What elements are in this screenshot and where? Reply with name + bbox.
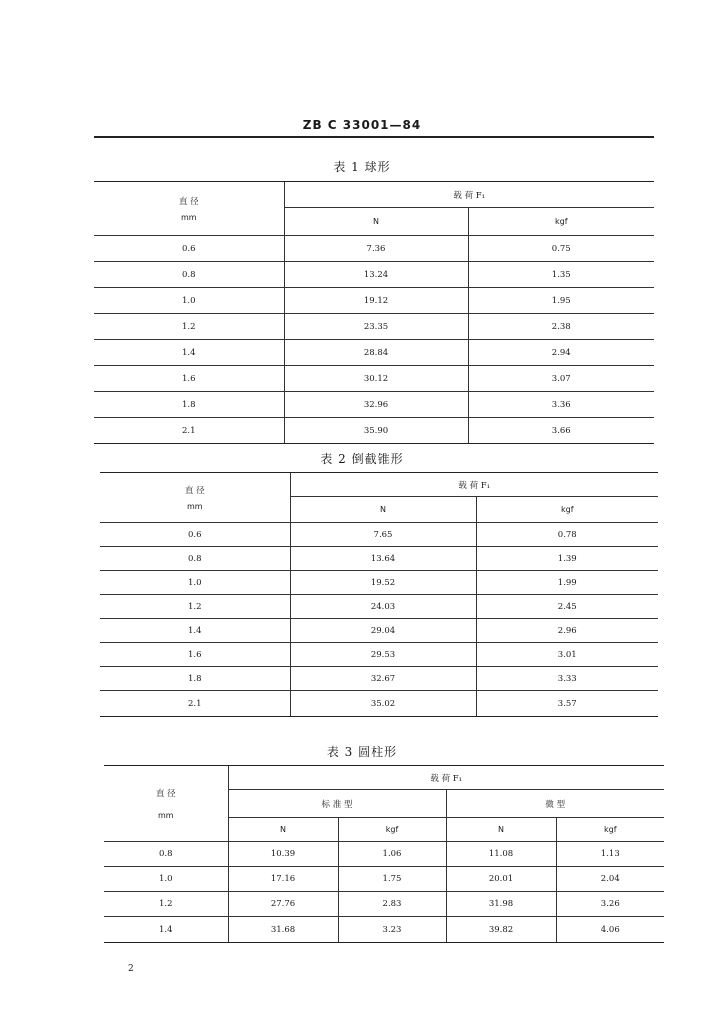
table-row	[100, 523, 658, 547]
page-number: 2	[128, 964, 134, 974]
table3-diameter-header	[104, 766, 228, 842]
table3-cell-mic-kgf: 2.04	[556, 867, 664, 892]
table1-cell-diameter: 2.1	[94, 418, 284, 444]
table2-cell-n: 24.03	[290, 595, 476, 619]
table-row	[100, 643, 658, 667]
table2-cell-diameter: 1.2	[100, 595, 290, 619]
table2-cell-n: 32.67	[290, 667, 476, 691]
table-row	[94, 366, 654, 392]
table2-diameter-label: 直 径	[184, 486, 205, 496]
table3-col-mic-n: N	[446, 818, 556, 842]
table1-cell-n: 13.24	[284, 262, 468, 288]
table1-cell-n: 30.12	[284, 366, 468, 392]
table2-cell-diameter: 1.4	[100, 619, 290, 643]
table1-col-n: N	[284, 208, 468, 236]
table2-cell-kgf: 2.45	[476, 595, 658, 619]
table3-cell-mic-kgf: 1.13	[556, 842, 664, 867]
table3-col-mic-kgf: kgf	[556, 818, 664, 842]
table3-col-std-kgf: kgf	[338, 818, 446, 842]
table-row	[100, 571, 658, 595]
table1-cell-diameter: 0.6	[94, 236, 284, 262]
table2-diameter-unit: mm	[186, 502, 203, 511]
table2-cell-n: 29.53	[290, 643, 476, 667]
table3	[104, 765, 664, 943]
table1-cell-n: 32.96	[284, 392, 468, 418]
standard-code: ZB C 33001—84	[302, 118, 422, 132]
table3-cell-mic-kgf: 4.06	[556, 917, 664, 943]
table1-cell-n: 7.36	[284, 236, 468, 262]
table-row	[100, 667, 658, 691]
table-row	[94, 418, 654, 444]
table2-cell-kgf: 3.33	[476, 667, 658, 691]
table1-caption: 表 1 球形	[333, 160, 391, 174]
table1-cell-diameter: 1.8	[94, 392, 284, 418]
table3-cell-mic-n: 20.01	[446, 867, 556, 892]
table2-cell-kgf: 1.99	[476, 571, 658, 595]
table-row	[100, 595, 658, 619]
table1-diameter-unit: mm	[180, 213, 197, 222]
table2-cell-kgf: 2.96	[476, 619, 658, 643]
table3-cell-mic-n: 11.08	[446, 842, 556, 867]
table1-cell-diameter: 1.4	[94, 340, 284, 366]
table3-diameter-label: 直 径	[155, 789, 176, 799]
table2-caption: 表 2 倒截锥形	[320, 452, 404, 466]
table1-cell-kgf: 3.36	[468, 392, 654, 418]
table3-cell-mic-n: 31.98	[446, 892, 556, 917]
table1-cell-kgf: 2.38	[468, 314, 654, 340]
table1-cell-n: 23.35	[284, 314, 468, 340]
table1-cell-kgf: 3.07	[468, 366, 654, 392]
table-row	[104, 917, 664, 943]
table-row	[100, 691, 658, 717]
table2-cell-diameter: 2.1	[100, 691, 290, 717]
table-row	[94, 288, 654, 314]
table1-cell-kgf: 1.95	[468, 288, 654, 314]
table2-load-header: 载 荷 F₁	[290, 473, 658, 497]
table-row	[94, 262, 654, 288]
table3-cell-std-n: 27.76	[228, 892, 338, 917]
table3-cell-diameter: 1.0	[104, 867, 228, 892]
table2-cell-diameter: 0.6	[100, 523, 290, 547]
table3-caption: 表 3 圆柱形	[326, 745, 398, 759]
table3-cell-std-n: 31.68	[228, 917, 338, 943]
table3-cell-std-kgf: 3.23	[338, 917, 446, 943]
table1-cell-n: 19.12	[284, 288, 468, 314]
table2-cell-diameter: 0.8	[100, 547, 290, 571]
table2-cell-n: 7.65	[290, 523, 476, 547]
table-row	[104, 867, 664, 892]
table1-cell-n: 28.84	[284, 340, 468, 366]
table1	[94, 181, 654, 444]
table3-cell-mic-n: 39.82	[446, 917, 556, 943]
table3-cell-std-kgf: 1.06	[338, 842, 446, 867]
table1-col-kgf: kgf	[468, 208, 654, 236]
table1-cell-diameter: 0.8	[94, 262, 284, 288]
table3-group-standard: 标 准 型	[228, 790, 446, 818]
table3-cell-diameter: 0.8	[104, 842, 228, 867]
table3-cell-diameter: 1.2	[104, 892, 228, 917]
table2-cell-n: 35.02	[290, 691, 476, 717]
table2-col-n: N	[290, 497, 476, 523]
table3-cell-std-n: 17.16	[228, 867, 338, 892]
table-row	[94, 392, 654, 418]
table3-cell-std-n: 10.39	[228, 842, 338, 867]
table1-cell-kgf: 3.66	[468, 418, 654, 444]
header-rule	[94, 136, 654, 138]
table-row	[100, 619, 658, 643]
table2-cell-diameter: 1.0	[100, 571, 290, 595]
table2-cell-diameter: 1.6	[100, 643, 290, 667]
table3-diameter-unit: mm	[157, 811, 174, 820]
table1-diameter-label: 直 径	[178, 197, 199, 207]
table2-cell-diameter: 1.8	[100, 667, 290, 691]
table3-cell-std-kgf: 2.83	[338, 892, 446, 917]
table2	[100, 472, 658, 717]
table1-cell-kgf: 0.75	[468, 236, 654, 262]
table2-cell-n: 29.04	[290, 619, 476, 643]
table-row	[100, 547, 658, 571]
table2-col-kgf: kgf	[476, 497, 658, 523]
table1-cell-diameter: 1.6	[94, 366, 284, 392]
table-row	[104, 842, 664, 867]
table1-cell-n: 35.90	[284, 418, 468, 444]
table3-col-std-n: N	[228, 818, 338, 842]
table1-cell-kgf: 1.35	[468, 262, 654, 288]
table3-group-micro: 微 型	[446, 790, 664, 818]
table2-cell-kgf: 3.01	[476, 643, 658, 667]
table2-cell-kgf: 3.57	[476, 691, 658, 717]
table1-cell-diameter: 1.0	[94, 288, 284, 314]
table2-cell-n: 13.64	[290, 547, 476, 571]
table1-cell-diameter: 1.2	[94, 314, 284, 340]
table1-load-header: 载 荷 F₁	[284, 182, 654, 208]
table3-cell-mic-kgf: 3.26	[556, 892, 664, 917]
table2-cell-kgf: 0.78	[476, 523, 658, 547]
table-row	[94, 314, 654, 340]
table3-cell-diameter: 1.4	[104, 917, 228, 943]
table-row	[94, 236, 654, 262]
table-row	[94, 340, 654, 366]
table2-cell-n: 19.52	[290, 571, 476, 595]
table1-diameter-header	[94, 182, 284, 236]
table3-load-header: 载 荷 F₁	[228, 766, 664, 790]
table-row	[104, 892, 664, 917]
table2-cell-kgf: 1.39	[476, 547, 658, 571]
table2-diameter-header	[100, 473, 290, 523]
table3-cell-std-kgf: 1.75	[338, 867, 446, 892]
table1-cell-kgf: 2.94	[468, 340, 654, 366]
